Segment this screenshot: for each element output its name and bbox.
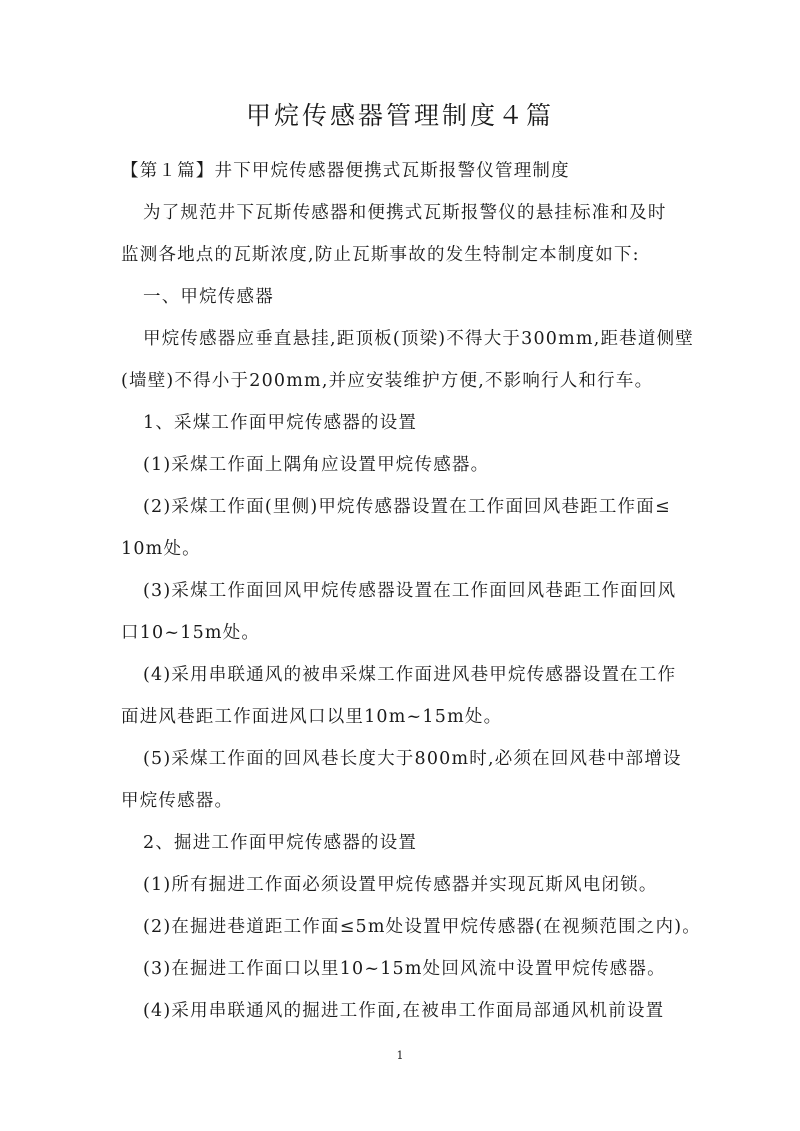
list-item: (3)采煤工作面回风甲烷传感器设置在工作面回风巷距工作面回风 bbox=[143, 581, 677, 601]
list-item: (4)采用串联通风的被串采煤工作面进风巷甲烷传感器设置在工作 bbox=[143, 665, 677, 685]
paragraph-line: 甲烷传感器应垂直悬挂,距顶板(顶梁)不得大于300mm,距巷道侧壁 bbox=[143, 329, 694, 349]
list-item: (1)采煤工作面上隅角应设置甲烷传感器。 bbox=[143, 455, 490, 475]
document-title: 甲烷传感器管理制度４篇 bbox=[245, 101, 554, 130]
paragraph-line: 为了规范井下瓦斯传感器和便携式瓦斯报警仪的悬挂标准和及时 bbox=[143, 203, 667, 223]
subheading: 一、甲烷传感器 bbox=[143, 287, 274, 307]
page-number: 1 bbox=[396, 1049, 404, 1062]
list-item: (1)所有掘进工作面必须设置甲烷传感器并实现瓦斯风电闭锁。 bbox=[143, 875, 658, 895]
list-item-continuation: 10m处。 bbox=[121, 539, 201, 559]
list-item: (4)采用串联通风的掘进工作面,在被串工作面局部通风机前设置 bbox=[143, 1001, 665, 1021]
list-item: (5)采煤工作面的回风巷长度大于800m时,必须在回风巷中部增设 bbox=[143, 749, 682, 769]
section-heading: 【第１篇】井下甲烷传感器便携式瓦斯报警仪管理制度 bbox=[121, 161, 570, 181]
list-item-continuation: 口10~15m处。 bbox=[121, 623, 261, 643]
subheading: 1、采煤工作面甲烷传感器的设置 bbox=[143, 413, 418, 433]
paragraph-line: 监测各地点的瓦斯浓度,防止瓦斯事故的发生特制定本制度如下: bbox=[121, 245, 640, 265]
list-item-continuation: 面进风巷距工作面进风口以里10m~15m处。 bbox=[121, 707, 503, 727]
list-item-continuation: 甲烷传感器。 bbox=[121, 791, 234, 811]
list-item: (3)在掘进工作面口以里10~15m处回风流中设置甲烷传感器。 bbox=[143, 959, 666, 979]
list-item: (2)在掘进巷道距工作面≤5m处设置甲烷传感器(在视频范围之内)。 bbox=[143, 917, 701, 937]
list-item: (2)采煤工作面(里侧)甲烷传感器设置在工作面回风巷距工作面≤ bbox=[143, 497, 671, 517]
paragraph-line: (墙壁)不得小于200mm,并应安装维护方便,不影响行人和行车。 bbox=[121, 371, 654, 391]
subheading: 2、掘进工作面甲烷传感器的设置 bbox=[143, 833, 418, 853]
